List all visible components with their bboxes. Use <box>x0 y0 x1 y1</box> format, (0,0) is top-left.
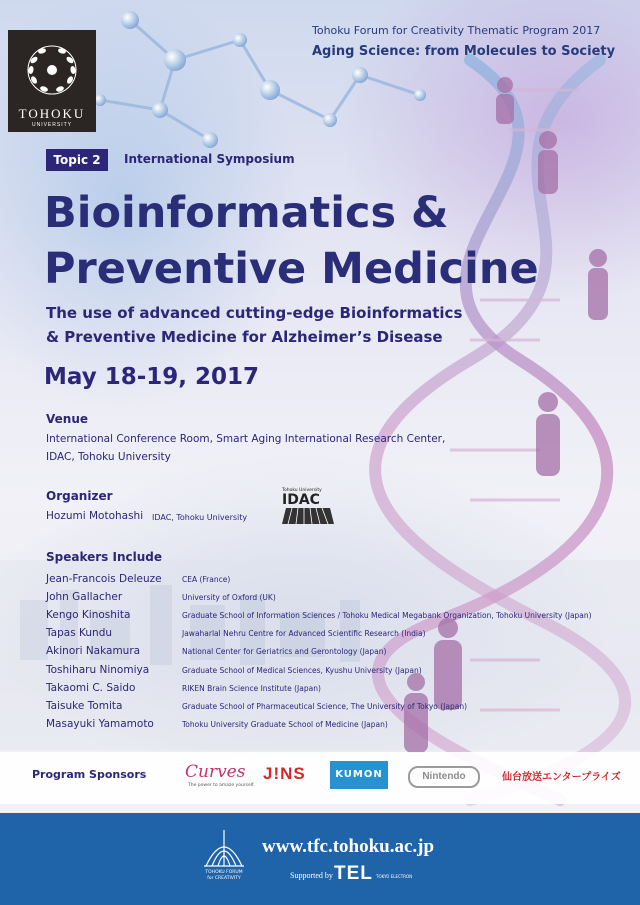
speaker-name: Takaomi C. Saido <box>46 681 136 694</box>
speaker-affiliation: National Center for Geriatrics and Gerontology (Japan) <box>182 647 387 657</box>
speaker-name: Tapas Kundu <box>46 627 113 640</box>
venue-label: Venue <box>46 412 88 426</box>
tohoku-university-logo <box>8 30 96 132</box>
speaker-affiliation: Graduate School of Information Sciences / Tohoku Medical Megabank Organization, Tohoku University (Japan) <box>182 611 592 621</box>
curves-logo: Curves <box>185 762 246 782</box>
venue-line-2: IDAC, Tohoku University <box>46 451 171 463</box>
program-theme: Aging Science: from Molecules to Society <box>312 44 616 59</box>
speaker-name: Akinori Nakamura <box>46 645 141 658</box>
speaker-name: Kengo Kinoshita <box>46 609 131 622</box>
program-line: Tohoku Forum for Creativity Thematic Program 2017 <box>312 24 601 37</box>
organizer-affiliation: IDAC, Tohoku University <box>152 513 248 522</box>
idac-logo <box>282 488 336 528</box>
speaker-affiliation: Graduate School of Pharmaceutical Science, The University of Tokyo (Japan) <box>182 701 468 711</box>
speaker-name: Masayuki Yamamoto <box>46 717 154 730</box>
speaker-name: Jean-Francois Deleuze <box>46 573 162 585</box>
kumon-logo: KUMON <box>330 761 388 789</box>
topic-badge: Topic 2 <box>46 149 108 171</box>
tfc-name-line-1: TOHOKU FORUM <box>205 870 243 875</box>
subtitle-line-2: & Preventive Medicine for Alzheimer’s Disease <box>46 328 443 346</box>
sponsors-label: Program Sponsors <box>32 768 147 781</box>
event-date: May 18-19, 2017 <box>44 364 260 390</box>
sendai-logo: 仙台放送エンタープライズ <box>502 772 621 783</box>
speaker-name: Toshiharu Ninomiya <box>46 663 150 676</box>
speaker-affiliation: Graduate School of Medical Sciences, Kyushu University (Japan) <box>182 665 422 675</box>
tel-sub: TOKYO ELECTRON <box>376 874 413 879</box>
speaker-affiliation: University of Oxford (UK) <box>182 593 276 603</box>
venue-line-1: International Conference Room, Smart Aging International Research Center, <box>46 433 446 445</box>
speaker-name: John Gallacher <box>46 591 123 604</box>
tel-logo: TEL <box>334 863 373 884</box>
tfc-emblem-icon <box>202 826 246 868</box>
organizer-label: Organizer <box>46 489 113 503</box>
speaker-affiliation: Jawaharlal Nehru Centre for Advanced Scientific Research (India) <box>182 629 426 639</box>
organizer-name: Hozumi Motohashi <box>46 510 144 522</box>
website-url[interactable]: www.tfc.tohoku.ac.jp <box>262 836 435 857</box>
molecule-network <box>100 20 420 140</box>
laurel-emblem-icon <box>22 38 82 102</box>
speaker-affiliation: Tohoku University Graduate School of Medicine (Japan) <box>182 719 388 729</box>
footer-band <box>0 813 640 905</box>
title-line-2: Preventive Medicine <box>44 244 539 294</box>
idac-stripes-icon <box>282 508 334 524</box>
tfc-name-line-2: for CREATIVITY <box>207 876 241 881</box>
speakers-label: Speakers Include <box>46 550 163 564</box>
speaker-affiliation: RIKEN Brain Science Institute (Japan) <box>182 683 321 693</box>
jins-logo: J!NS <box>263 764 306 783</box>
university-sub: UNIVERSITY <box>31 122 72 128</box>
subtitle-line-1: The use of advanced cutting-edge Bioinformatics <box>46 304 463 322</box>
tfc-name <box>196 870 252 882</box>
supported-by-label: Supported by <box>290 871 333 880</box>
event-type: International Symposium <box>124 152 295 166</box>
title-line-1: Bioinformatics & <box>44 188 449 238</box>
speaker-name: Taisuke Tomita <box>46 699 123 712</box>
idac-logo-top: Tohoku University <box>282 488 322 493</box>
nintendo-logo: Nintendo <box>408 766 480 788</box>
university-name: TOHOKU <box>18 106 86 121</box>
speaker-affiliation: CEA (France) <box>182 575 231 584</box>
curves-tagline: The power to amaze yourself. <box>188 783 255 788</box>
idac-logo-main: IDAC <box>282 492 320 508</box>
